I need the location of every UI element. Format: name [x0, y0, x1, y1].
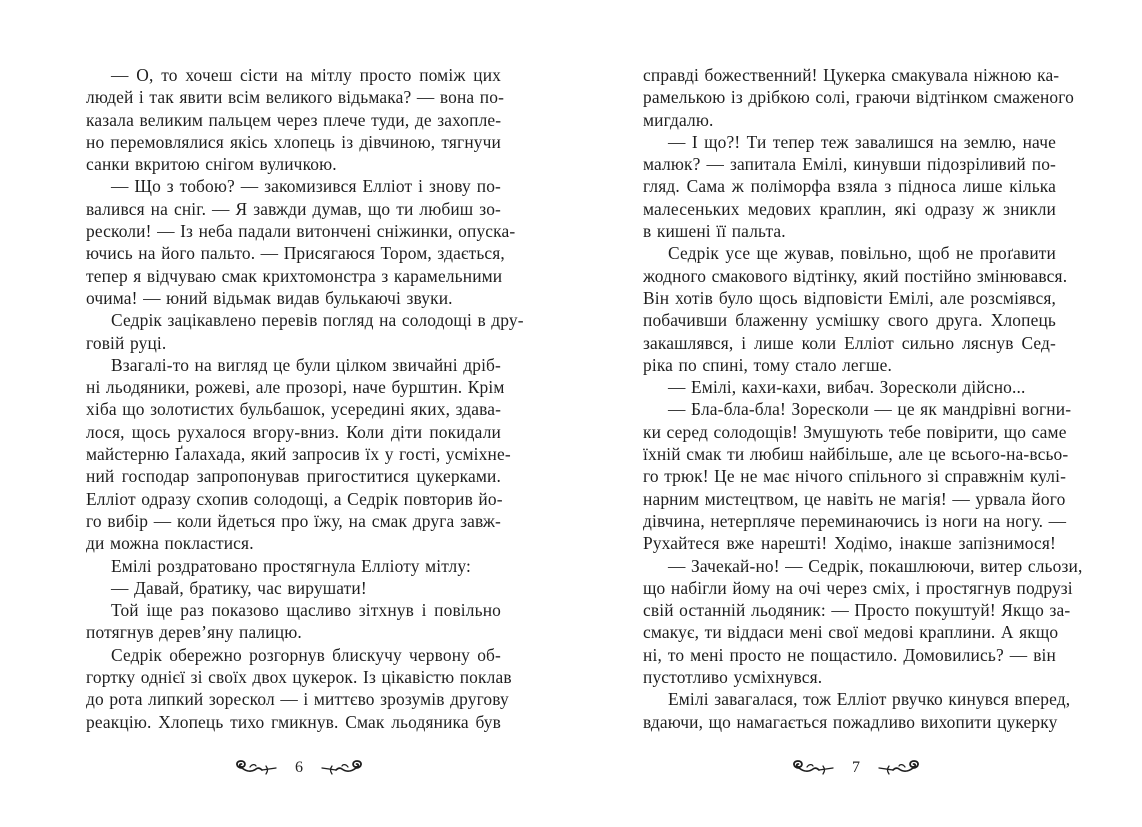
text-line: казала великим пальцем через плече туди, де захопле- — [86, 109, 502, 130]
text-line: малесеньких медових краплин, які одразу ж зникли — [643, 198, 1056, 219]
text-line: тепер я відчуваю смак крихтомонстра з карамельними — [86, 265, 503, 286]
text-line: — Зачекай-но! — Седрік, покашлюючи, витер сльози, — [668, 555, 1083, 576]
text-line: Седрік усе ще жував, повільно, щоб не проґавити — [668, 243, 1056, 264]
text-line: закашлявся, і лише коли Елліот сильно ляснув Сед- — [643, 332, 1056, 353]
text-line: — Бла-бла-бла! Зоресколи — це як мандрівні вогни- — [668, 399, 1072, 420]
text-line: ки серед солодощів! Змушують тебе повірити, що саме — [643, 421, 1067, 442]
text-line: ні льодяники, рожеві, але прозорі, наче бурштин. Крім — [86, 377, 505, 398]
text-line: побачивши блаженну усмішку свого друга. Хлопець — [643, 310, 1056, 331]
text-line: жодного смакового відтінку, який постійно змінювався. — [643, 265, 1068, 286]
scroll-ornament-icon — [232, 758, 280, 778]
text-line: очима! — юний відьмак видав булькаючі звуки. — [86, 287, 453, 308]
scroll-ornament-icon — [789, 758, 837, 778]
text-line: пустотливо усміхнувся. — [643, 667, 823, 688]
text-line: майстерню Ґалахада, який запросив їх у гості, усміхне- — [86, 444, 511, 465]
text-line: валився на сніг. — Я завжди думав, що ти любиш зо- — [86, 198, 501, 219]
text-line: в кишені її пальта. — [643, 221, 786, 242]
text-line: Елліот одразу схопив солодощі, а Седрік повторив йо- — [86, 488, 503, 509]
text-line: Емілі роздратовано простягнула Елліоту мітлу: — [111, 555, 471, 576]
text-line: го вибір — коли йдеться про їжу, на смак друга завж- — [86, 510, 501, 531]
text-line: го трюк! Це не має нічого спільного зі справжнім кулі- — [643, 466, 1067, 487]
text-line: Він хотів було щось відповісти Емілі, але розсміявся, — [643, 287, 1056, 308]
text-line: санки вкритою снігом вуличкою. — [86, 154, 337, 175]
text-line: рамелькою із дрібкою солі, граючи відтінком смаженого — [643, 87, 1074, 108]
text-line: хіба що золотистих бульбашок, усередині яких, здава- — [86, 399, 502, 420]
text-line: до рота липкий зорескол — і миттєво зрозумів другову — [86, 689, 509, 710]
page-left-text — [86, 64, 524, 733]
text-line: свій останній льодяник: — Просто покуштуй! Якщо за- — [643, 600, 1071, 621]
text-line: ний господар запропонував пригоститися цукерками. — [86, 466, 501, 487]
text-line: ріка по спині, тому стало легше. — [643, 354, 892, 375]
page-left-footer — [232, 757, 366, 779]
text-line: ресколи! — Із неба падали витончені сніжинки, опуска- — [86, 221, 516, 242]
text-line: лося, щось рухалося вгору-вниз. Коли діти покидали — [86, 421, 501, 442]
text-line: справді божественний! Цукерка смакувала ніжною ка- — [643, 65, 1060, 85]
page-right-footer — [789, 757, 923, 779]
text-line: малюк? — запитала Емілі, кинувши підозріливий по- — [643, 154, 1056, 175]
text-line: — Давай, братику, час вирушати! — [111, 577, 367, 598]
text-line: що набігли йому на очі через сміх, і простягнув подрузі — [643, 577, 1073, 598]
text-line: ди можна покластися. — [86, 533, 254, 554]
page-right-text — [643, 64, 1083, 733]
page-number: 7 — [852, 759, 860, 776]
scroll-ornament-icon — [875, 758, 923, 778]
text-line: Взагалі-то на вигляд це були цілком звичайні дріб- — [111, 354, 502, 375]
text-line: дівчина, нетерпляче переминаючись із ноги на ногу. — — [643, 510, 1067, 531]
page-number: 6 — [295, 759, 303, 776]
text-line: потягнув дерев’яну палицю. — [86, 622, 302, 643]
text-line: Рухайтеся вже нарешті! Ходімо, інакше запізнимося! — [643, 533, 1056, 554]
text-line: — О, то хочеш сісти на мітлу просто поміж цих — [111, 65, 501, 85]
text-line: гляд. Сама ж поліморфа взяла з підноса лише кілька — [643, 176, 1056, 197]
text-line: Седрік обережно розгорнув блискучу червону об- — [111, 644, 501, 665]
text-line: — І що?! Ти тепер теж завалишся на землю, наче — [668, 131, 1056, 152]
text-line: ючись на його пальто. — Присягаюся Тором, здається, — [86, 243, 505, 264]
text-line: говій руці. — [86, 332, 167, 353]
text-line: смакує, ти віддаси мені свої медові краплини. А якщо — [643, 622, 1059, 643]
text-line: їхній смак ти любиш найбільше, але це всього-на-всьо- — [643, 444, 1069, 465]
text-line: Емілі завагалася, тож Елліот рвучко кинувся вперед, — [668, 689, 1071, 710]
text-line: Той іще раз показово щасливо зітхнув і повільно — [111, 600, 501, 621]
page-right — [571, 0, 1142, 827]
text-line: гортку однієї зі своїх двох цукерок. Із цікавістю поклав — [86, 667, 512, 688]
text-line: но перемовлялися якісь хлопець із дівчиною, тягнучи — [86, 131, 501, 152]
text-line: вдаючи, що намагається пожадливо вихопити цукерку — [643, 711, 1058, 732]
text-line: людей і так явити всім великого відьмака? — вона по- — [86, 87, 505, 108]
scroll-ornament-icon — [318, 758, 366, 778]
text-line: Седрік зацікавлено перевів погляд на солодощі в дру- — [111, 310, 524, 331]
text-line: — Що з тобою? — закомизився Елліот і знову по- — [111, 176, 501, 197]
text-line: реакцію. Хлопець тихо гмикнув. Смак льодяника був — [86, 711, 501, 732]
text-line: мигдалю. — [643, 109, 714, 130]
text-line: — Емілі, кахи-кахи, вибач. Зоресколи дійсно... — [668, 377, 1026, 398]
text-line: ні, то мені просто не пощастило. Домовились? — він — [643, 644, 1056, 665]
text-line: нарним мистецтвом, це навіть не магія! — урвала його — [643, 488, 1066, 509]
